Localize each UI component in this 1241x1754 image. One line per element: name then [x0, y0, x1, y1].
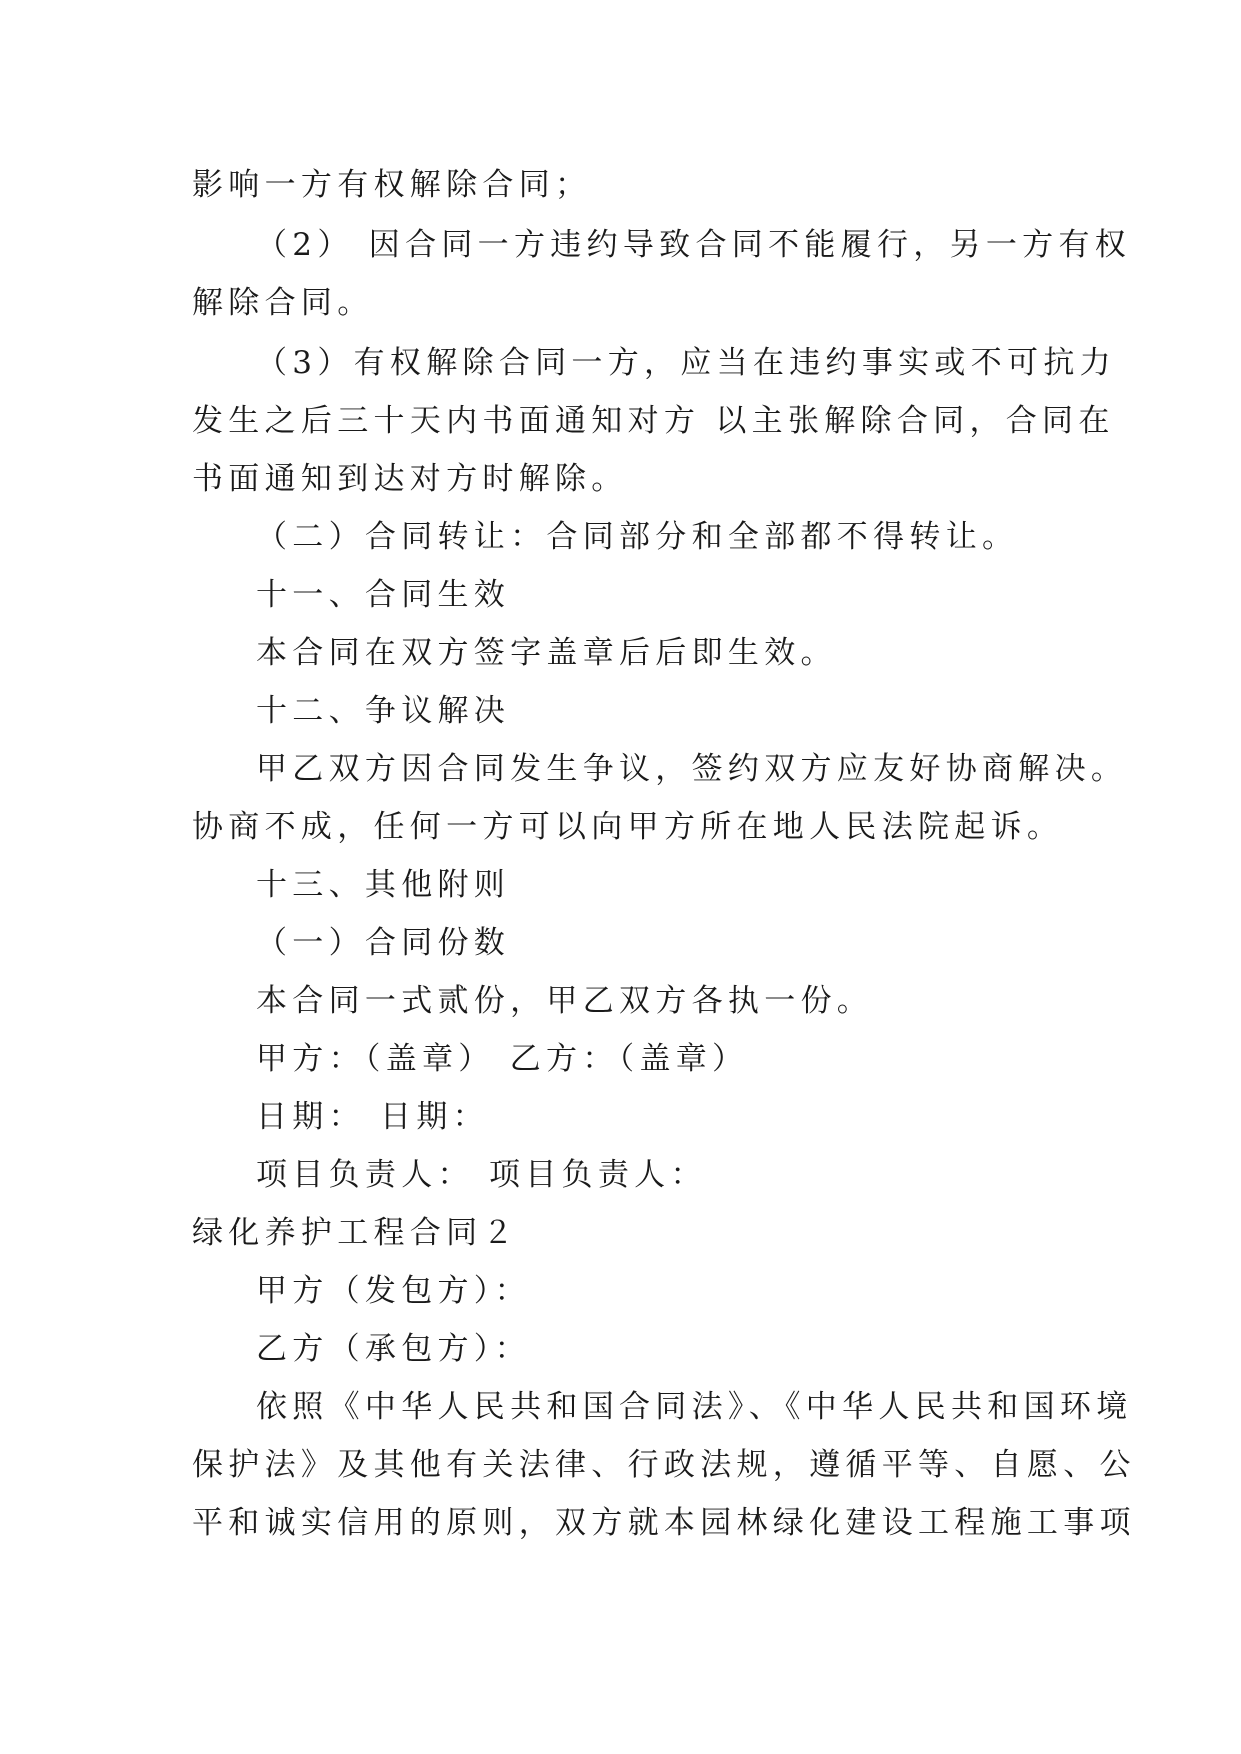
paragraph-line: （2） 因合同一方违约导致合同不能履行，另一方有权 [256, 227, 1132, 263]
paragraph-line: 保护法》及其他有关法律、行政法规，遵循平等、自愿、公 [192, 1447, 1136, 1483]
paragraph-line: 甲乙双方因合同发生争议，签约双方应友好协商解决。 [256, 751, 1128, 787]
paragraph-line: 平和诚实信用的原则，双方就本园林绿化建设工程施工事项 [192, 1505, 1136, 1541]
paragraph-line: （二）合同转让：合同部分和全部都不得转让。 [256, 519, 1019, 555]
responsible-person-line: 项目负责人： 项目负责人： [256, 1157, 707, 1193]
section-heading: 十三、其他附则 [256, 867, 511, 903]
paragraph-line: 解除合同。 [192, 285, 374, 321]
paragraph-line: 本合同一式贰份，甲乙双方各执一份。 [256, 983, 874, 1019]
document-title: 绿化养护工程合同２ [192, 1215, 519, 1251]
section-heading: 十二、争议解决 [256, 693, 511, 729]
paragraph-line: （3）有权解除合同一方，应当在违约事实或不可抗力 [256, 345, 1116, 381]
signature-line: 甲方：（盖章） 乙方：（盖章） [256, 1041, 749, 1077]
paragraph-line: 发生之后三十天内书面通知对方 以主张解除合同，合同在 [192, 403, 1115, 439]
date-line: 日期： 日期： [256, 1099, 489, 1135]
paragraph-line: 协商不成，任何一方可以向甲方所在地人民法院起诉。 [192, 809, 1064, 845]
paragraph-line: 依照《中华人民共和国合同法》、《中华人民共和国环境 [256, 1389, 1133, 1425]
paragraph-line: 影响一方有权解除合同； [192, 167, 592, 203]
section-heading: 十一、合同生效 [256, 577, 511, 613]
party-a-line: 甲方（发包方）： [256, 1273, 531, 1309]
subsection-heading: （一）合同份数 [256, 925, 511, 961]
paragraph-line: 书面通知到达对方时解除。 [192, 461, 628, 497]
paragraph-line: 本合同在双方签字盖章后后即生效。 [256, 635, 837, 671]
party-b-line: 乙方（承包方）： [256, 1331, 531, 1367]
